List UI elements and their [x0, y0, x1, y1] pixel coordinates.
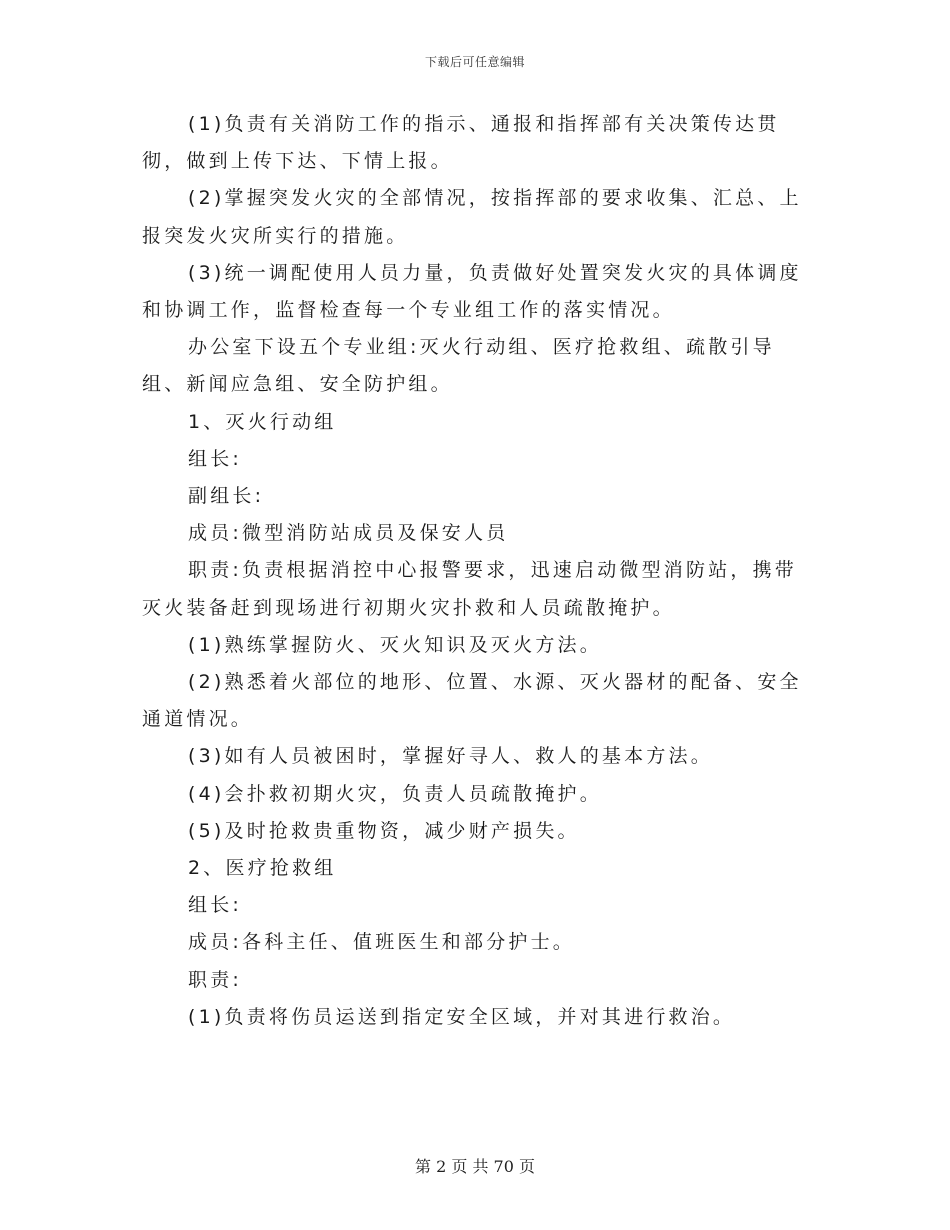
paragraph: (3)统一调配使用人员力量，负责做好处置突发火灾的具体调度和协调工作，监督检查每一个专业组工作的落实情况。	[142, 261, 802, 322]
paragraph: (1)负责将伤员运送到指定安全区域，并对其进行救治。	[188, 1005, 736, 1028]
paragraph: (2)掌握突发火灾的全部情况，按指挥部的要求收集、汇总、上报突发火灾所实行的措施。	[142, 187, 802, 247]
page-header: 下载后可任意编辑	[424, 55, 525, 69]
paragraph: 成员:各科主任、值班医生和部分护士。	[188, 931, 576, 954]
paragraph: 组长:	[188, 447, 243, 470]
section-heading: 2、医疗抢救组	[188, 857, 337, 880]
document-body	[142, 106, 808, 1036]
page-number: 第 2 页 共 70 页	[415, 1157, 535, 1176]
paragraph: 职责:	[188, 968, 243, 991]
paragraph: 办公室下设五个专业组:灭火行动组、医疗抢救组、疏散引导组、新闻应急组、安全防护组。	[142, 336, 775, 396]
paragraph: 组长:	[188, 894, 243, 917]
paragraph: (2)熟悉着火部位的地形、位置、水源、灭火器材的配备、安全通道情况。	[142, 671, 802, 731]
paragraph: 副组长:	[188, 485, 265, 508]
paragraph: (3)如有人员被困时，掌握好寻人、救人的基本方法。	[188, 745, 713, 768]
paragraph: 成员:微型消防站成员及保安人员	[188, 522, 509, 545]
paragraph: (1)负责有关消防工作的指示、通报和指挥部有关决策传达贯彻，做到上传下达、下情上报。	[142, 113, 780, 173]
paragraph: (1)熟练掌握防火、灭火知识及灭火方法。	[188, 633, 602, 656]
section-heading: 1、灭火行动组	[188, 410, 337, 433]
paragraph: 职责:负责根据消控中心报警要求，迅速启动微型消防站，携带灭火装备赶到现场进行初期火灾扑救和人员疏散掩护。	[142, 559, 798, 619]
paragraph: (4)会扑救初期火灾，负责人员疏散掩护。	[188, 782, 602, 805]
paragraph: (5)及时抢救贵重物资，减少财产损失。	[188, 819, 580, 842]
